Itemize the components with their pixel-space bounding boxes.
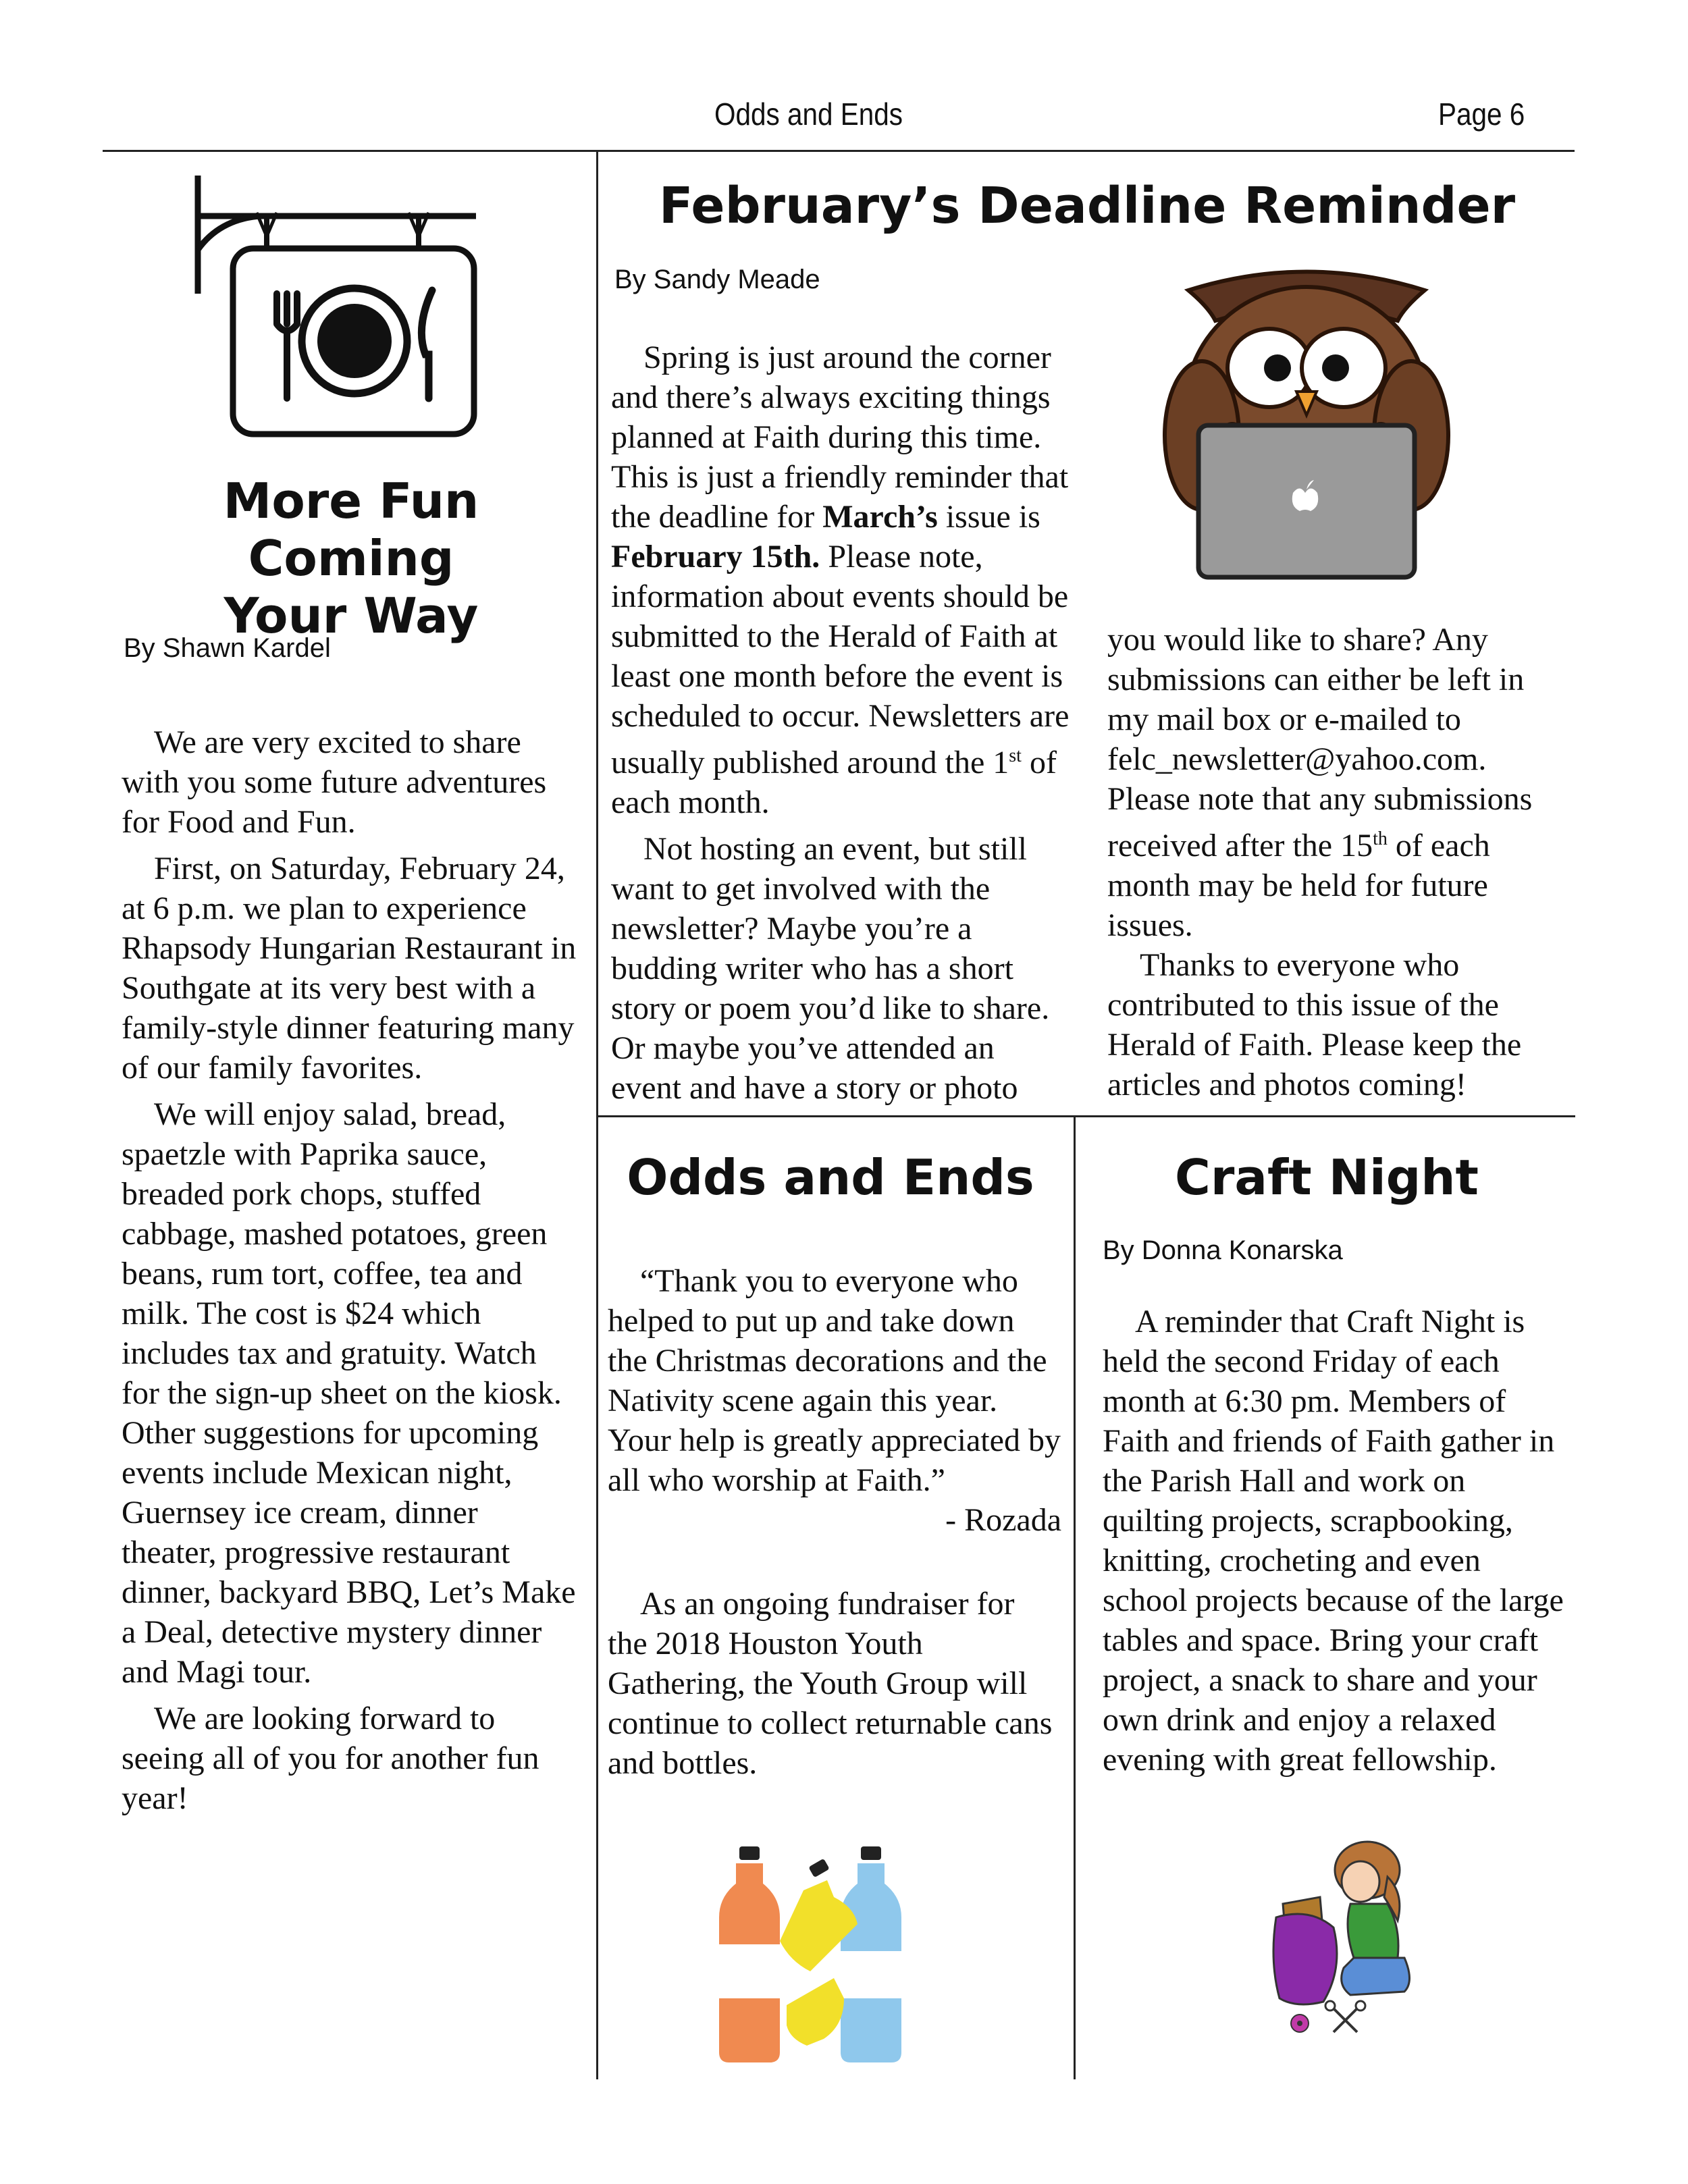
more-fun-paragraph: We are very excited to share with you some future adventures for Food and Fun. [122,724,547,840]
more-fun-byline: By Shawn Kardel [124,633,331,663]
restaurant-sign-icon [192,172,483,442]
deadline-month: March’s [822,499,938,535]
deadline-text: issue is [937,499,1040,535]
deadline-byline: By Sandy Meade [614,265,820,294]
deadline-paragraph-2-cont [1107,620,1566,945]
deadline-text: you would like to share? Any submissions can either be left in my mail box or e-mailed to felc_newsletter@yahoo.com. Please note that any submissions received after the 15 [1107,622,1533,863]
more-fun-paragraph: First, on Saturday, February 24, at 6 p.m. we plan to experience Rhapsody Hungarian Restaurant in Southgate at its very best with a family-style dinner featuring many of our family favorites. [122,851,577,1086]
craft-body [1103,1302,1568,1780]
deadline-text: Spring is just around the corner and there’s always exciting things planned at Faith during this time. This is just a friendly reminder that the deadline for [611,340,1069,535]
running-header-section: Odds and Ends [714,97,903,132]
craft-paragraph-1: A reminder that Craft Night is held the second Friday of each month at 6:30 pm. Members of Faith and friends of Faith gather in the Parish Hall and work on quilting projects, scrapbooking, knitting, crocheting and even school projects because of the large tables and space. Bring your craft project, a snack to share and your own drink and enjoy a relaxed evening with great fellowship. [1103,1304,1564,1778]
more-fun-title-line1: More Fun Coming [223,473,479,587]
deadline-title: February’s Deadline Reminder [658,177,1516,235]
deadline-paragraph-1 [611,338,1070,822]
deadline-text: Please note, information about events should be submitted to the Herald of Faith at least one month before the event is scheduled to occur. Newsletters are usually published around the 1 [611,539,1070,780]
more-fun-title [115,473,587,645]
odds-body [608,1261,1061,1783]
more-fun-paragraph: We are looking forward to seeing all of you for another fun year! [122,1701,539,1816]
deadline-body-left [611,338,1070,1108]
odds-quote: “Thank you to everyone who helped to put up and take down the Christmas decorations and the Nativity scene again this year. Your help is greatly appreciated by all who worship at Faith.” [608,1263,1061,1498]
more-fun-body [122,722,581,1818]
deadline-text: of each month may be held for future issues. [1107,828,1490,943]
craft-byline: By Donna Konarska [1103,1235,1343,1265]
owl-with-laptop-icon [1161,267,1452,584]
girl-crafting-icon [1269,1840,1438,2042]
craft-title: Craft Night [1175,1149,1479,1206]
more-fun-title-line2: Your Way [223,587,479,644]
header-rule [103,150,1575,152]
deadline-paragraph-2: Not hosting an event, but still want to get involved with the newsletter? Maybe you’re a budding writer who has a short story or poem you’d like to share. Or maybe you’ve attended an event and have a story or photo [611,831,1050,1106]
page-number: Page 6 [1438,97,1525,132]
deadline-body-right [1107,620,1566,1104]
more-fun-paragraph: We will enjoy salad, bread, spaetzle with Paprika sauce, breaded pork chops, stuffed cabbage, mashed potatoes, green beans, rum tort, coffee, tea and milk. The cost is $24 which includes tax and gratuity. Watch for the sign-up sheet on the kiosk. Other suggestions for upcoming events include Mexican night, Guernsey ice cream, dinner theater, progressive restaurant dinner, backyard BBQ, Let’s Make a Deal, detective mystery dinner and Magi tour. [122,1096,576,1690]
section-divider [596,1115,1575,1117]
odds-signature: - Rozada [945,1502,1061,1538]
odds-title: Odds and Ends [627,1149,1034,1206]
deadline-sup: th [1373,828,1388,849]
deadline-paragraph-3: Thanks to everyone who contributed to this issue of the Herald of Faith. Please keep the articles and photos coming! [1107,947,1522,1102]
deadline-sup: st [1009,745,1022,766]
bottles-icon [709,1843,945,2066]
column-divider-right [1074,1117,1076,2079]
deadline-date: February 15th. [611,539,820,575]
odds-paragraph-2: As an ongoing fundraiser for the 2018 Houston Youth Gathering, the Youth Group will continue to collect returnable cans and bottles. [608,1586,1053,1781]
deadline-text: of each month. [611,745,1057,820]
